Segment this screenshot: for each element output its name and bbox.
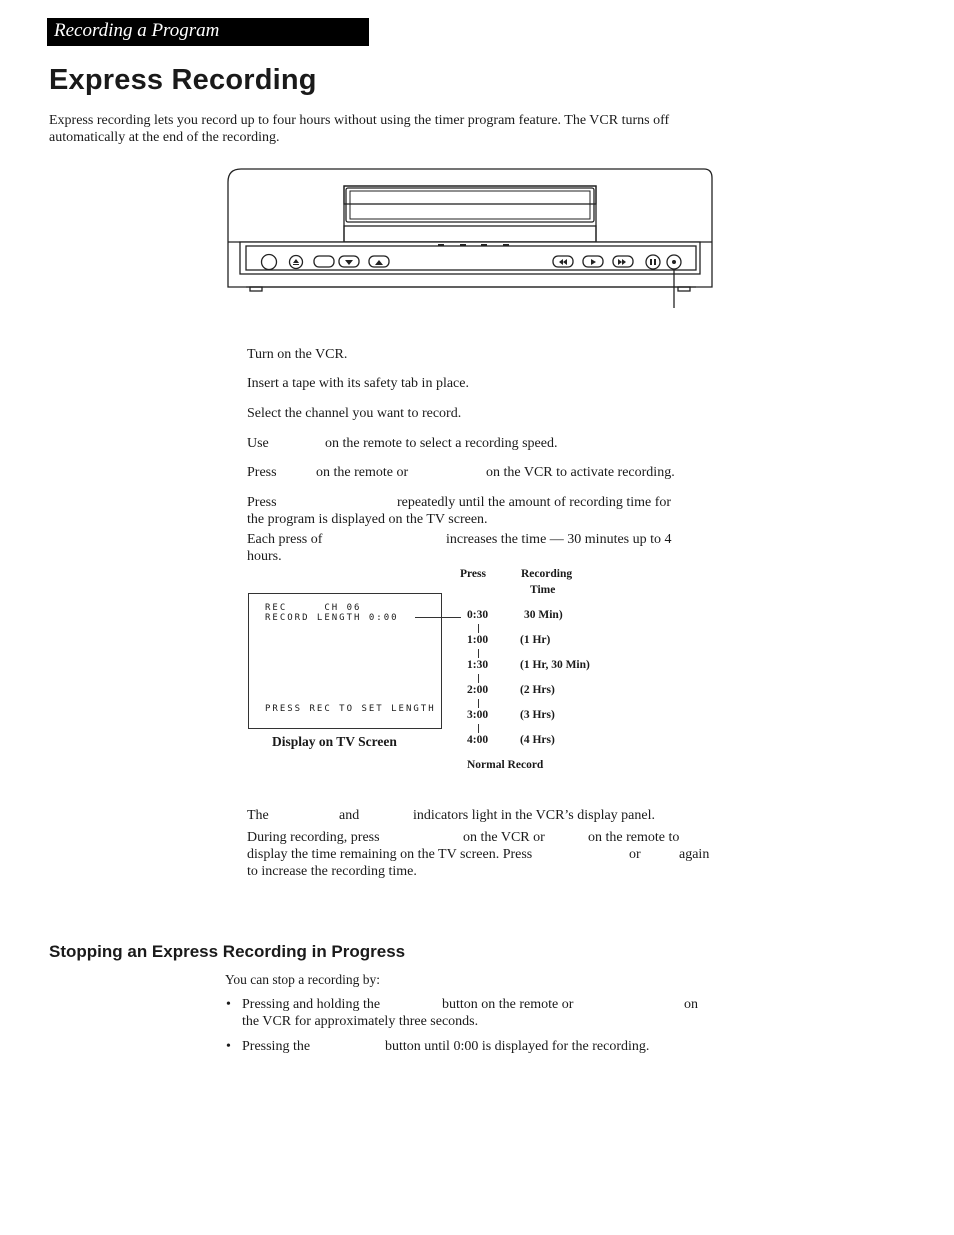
- section-header-bar: [47, 18, 369, 46]
- step-6-each-press: Each press of: [247, 532, 323, 547]
- step-5-press: Press: [247, 465, 277, 480]
- press-time: 0:30: [467, 609, 489, 621]
- step-4-text: on the remote to select a recording speed.: [325, 436, 558, 451]
- screen-line-1: REC CH 06: [265, 603, 362, 613]
- during-vcr: on the VCR or: [463, 830, 545, 845]
- page-title: Express Recording: [49, 64, 317, 96]
- connector-tick: [478, 649, 479, 658]
- section-title: Recording a Program: [54, 20, 220, 41]
- stopping-intro: You can stop a recording by:: [225, 972, 380, 987]
- bullet-2-until: button until 0:00 is displayed for the recording.: [385, 1039, 650, 1054]
- during-recording: During recording, press: [247, 830, 380, 845]
- bullet-2-text: Pressing the: [242, 1039, 311, 1054]
- press-label: 30 Min): [524, 609, 563, 621]
- display-again: again: [679, 847, 710, 862]
- bullet-1-vcr: the VCR for approximately three seconds.: [242, 1014, 479, 1029]
- screen-line-3: PRESS REC TO SET LENGTH: [265, 704, 436, 714]
- intro-paragraph: Express recording lets you record up to four hours without using the timer program feature. The VCR turns off automatically at the end of the recording.: [49, 113, 670, 145]
- press-label: (2 Hrs): [520, 684, 555, 696]
- step-4-use: Use: [247, 436, 269, 451]
- recording-column-header: Recording: [521, 568, 573, 580]
- display-or: or: [629, 847, 641, 862]
- section-heading-stopping: Stopping an Express Recording in Progress: [49, 942, 406, 961]
- connector-tick: [478, 699, 479, 708]
- press-time: 1:30: [467, 659, 489, 671]
- normal-record-label: Normal Record: [467, 759, 544, 771]
- step-6-press: Press: [247, 495, 277, 510]
- connector-tick: [478, 674, 479, 683]
- step-6-hours: hours.: [247, 549, 282, 564]
- screen-line-2: RECORD LENGTH 0:00: [265, 613, 399, 623]
- bullet-1-on: on: [684, 997, 698, 1012]
- step-3: Select the channel you want to record.: [247, 406, 462, 421]
- connector-tick: [478, 624, 479, 633]
- pointer-line: [415, 617, 461, 618]
- press-label: (1 Hr): [520, 634, 551, 646]
- press-time: 4:00: [467, 734, 489, 746]
- step-6-repeatedly: repeatedly until the amount of recording time for: [397, 495, 672, 510]
- press-label: (4 Hrs): [520, 734, 555, 746]
- step-6-displayed: the program is displayed on the TV screen.: [247, 512, 488, 527]
- step-5-vcr: on the VCR to activate recording.: [486, 465, 675, 480]
- press-column-header: Press: [460, 568, 486, 580]
- bullet: •: [226, 1039, 231, 1054]
- step-1: Turn on the VCR.: [247, 347, 348, 362]
- press-time: 2:00: [467, 684, 489, 696]
- press-label: (3 Hrs): [520, 709, 555, 721]
- step-2: Insert a tape with its safety tab in place.: [247, 376, 469, 391]
- press-time: 3:00: [467, 709, 489, 721]
- indicator-and: and: [339, 808, 360, 823]
- indicator-text: indicators light in the VCR’s display panel.: [413, 808, 655, 823]
- press-label: (1 Hr, 30 Min): [520, 659, 590, 671]
- connector-tick: [478, 724, 479, 733]
- step-6-increases: increases the time — 30 minutes up to 4: [446, 532, 672, 547]
- press-time: 1:00: [467, 634, 489, 646]
- vcr-front-panel-illustration: [222, 164, 718, 310]
- screen-caption: Display on TV Screen: [272, 734, 397, 749]
- increase-time: to increase the recording time.: [247, 864, 417, 879]
- step-5-remote: on the remote or: [316, 465, 409, 480]
- bullet-1-remote: button on the remote or: [442, 997, 574, 1012]
- indicator-the: The: [247, 808, 269, 823]
- display-time: display the time remaining on the TV screen. Press: [247, 847, 533, 862]
- bullet-1-text: Pressing and holding the: [242, 997, 381, 1012]
- time-column-header: Time: [530, 584, 556, 596]
- during-remote: on the remote to: [588, 830, 680, 845]
- bullet: •: [226, 997, 231, 1012]
